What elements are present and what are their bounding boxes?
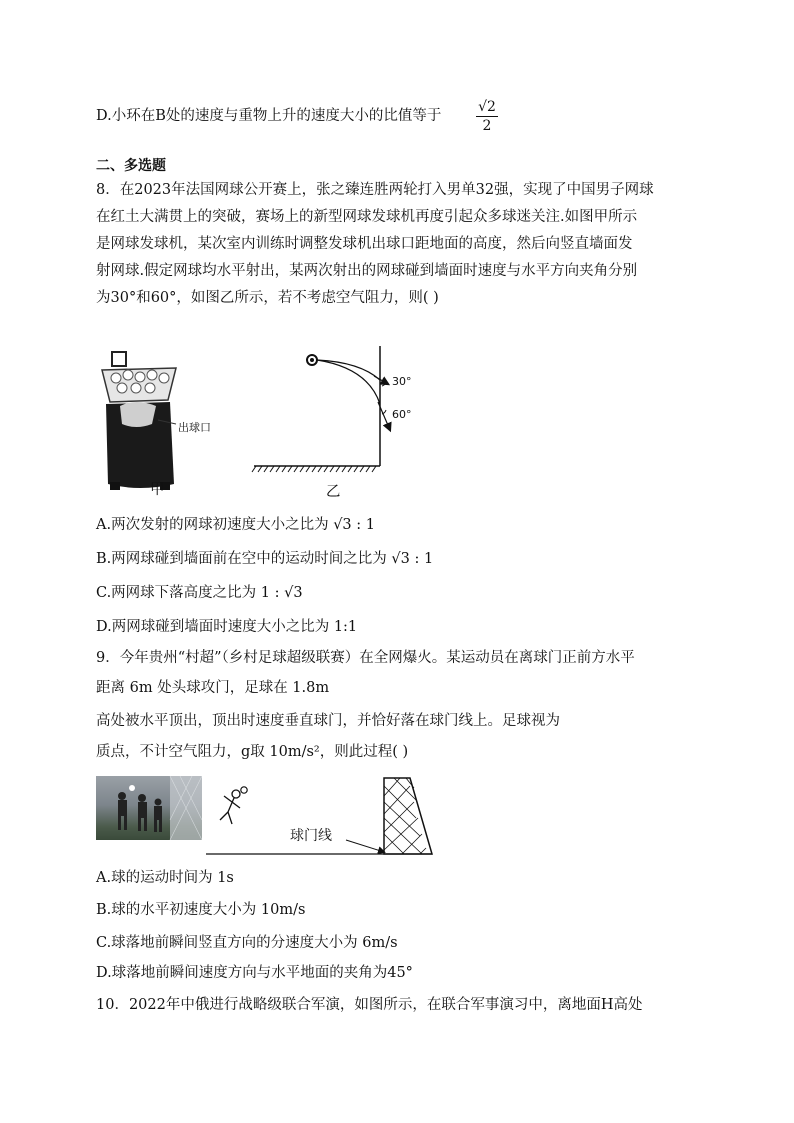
- figure-caption-jia: 甲: [150, 482, 165, 498]
- q9-option-a: A.球的运动时间为 1s: [96, 870, 234, 886]
- q9-line-1: 9．今年贵州“村超”（乡村足球超级联赛）在全网爆火。某运动员在离球门正前方水平: [96, 650, 635, 666]
- q9-line-2: 距离 6m 处头球攻门，足球在 1.8m: [96, 680, 330, 696]
- q9-line-4: 质点，不计空气阻力，g取 10m/s²，则此过程( ): [96, 744, 409, 760]
- q8-line-4: 射网球.假定网球均水平射出，某两次射出的网球碰到墙面时速度与水平方向夹角分别: [96, 263, 638, 279]
- q9-line-3: 高处被水平顶出，顶出时速度垂直球门，并恰好落在球门线上。足球视为: [96, 713, 560, 729]
- q9-option-d: D.球落地前瞬间速度方向与水平地面的夹角为45°: [96, 965, 413, 981]
- sqrt2-over-2-fraction: [476, 98, 498, 135]
- ball-figure: [241, 787, 247, 793]
- q8-line-5: 为30°和60°，如图乙所示，若不考虑空气阻力，则( ): [96, 290, 439, 306]
- goal-line-label: 球门线: [290, 828, 332, 844]
- football-photo: [96, 776, 202, 840]
- angle-30-label: 30°: [392, 375, 412, 388]
- outlet-label: 出球口: [178, 421, 211, 434]
- player-figure: [220, 790, 240, 824]
- q8-line-1: 8．在2023年法国网球公开赛上，张之臻连胜两轮打入男单32强，实现了中国男子网球: [96, 182, 654, 198]
- prev-option-d: [96, 106, 441, 126]
- figure-caption-yi: 乙: [326, 484, 341, 500]
- q8-option-b: B.两网球碰到墙面前在空中的运动时间之比为 √3 : 1: [96, 551, 434, 567]
- fraction-denominator: 2: [482, 118, 492, 134]
- fraction-numerator: √2: [476, 98, 498, 117]
- goal-net: [384, 778, 426, 854]
- q9-option-c: C.球落地前瞬间竖直方向的分速度大小为 6m/s: [96, 935, 398, 951]
- section-heading: 二、多选题: [96, 158, 166, 174]
- q8-line-3: 是网球发球机，某次室内训练时调整发球机出球口距地面的高度，然后向竖直墙面发: [96, 236, 633, 252]
- angle-60-label: 60°: [392, 408, 412, 421]
- q8-option-a: A.两次发射的网球初速度大小之比为 √3 : 1: [96, 517, 375, 533]
- q9-option-b: B.球的水平初速度大小为 10m/s: [96, 902, 306, 918]
- prev-option-d-text: D.小环在B处的速度与重物上升的速度大小的比值等于: [96, 108, 442, 124]
- q8-line-2: 在红土大满贯上的突破，赛场上的新型网球发球机再度引起众多球迷关注.如图甲所示: [96, 209, 638, 225]
- q8-option-d: D.两网球碰到墙面时速度大小之比为 1:1: [96, 619, 358, 635]
- q10-line-1: 10．2022年中俄进行战略级联合军演，如图所示，在联合军事演习中，离地面H高处: [96, 997, 643, 1013]
- football-photo-figures: [96, 776, 202, 840]
- q8-option-c: C.两网球下落高度之比为 1 : √3: [96, 585, 303, 601]
